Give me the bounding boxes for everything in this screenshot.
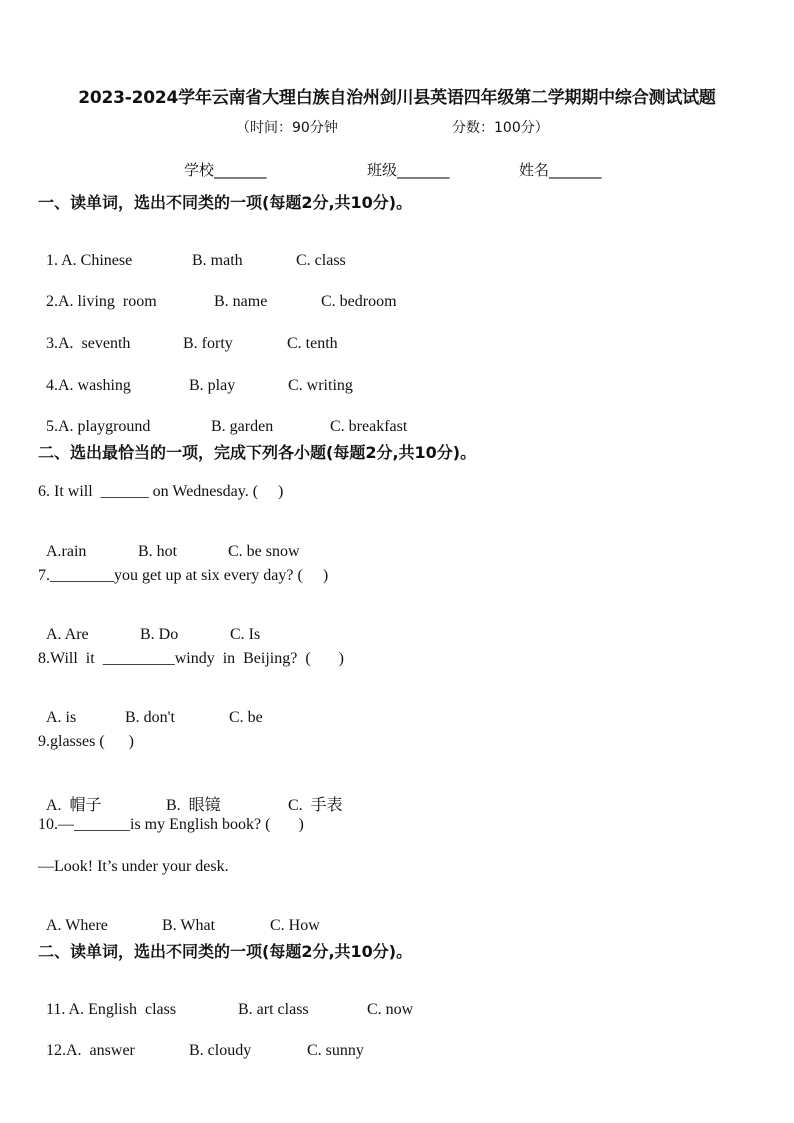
option-b[interactable]: B. don't [125,709,175,726]
option-c[interactable]: C. be snow [228,543,300,560]
exam-score: 分数：100分） [452,120,549,136]
option-c[interactable]: C. 手表 [288,797,343,814]
question-6-stem: 6. It will ______ on Wednesday. ( ) [38,483,284,500]
option-b: B. cloudy [189,1042,252,1059]
option-b[interactable]: B. What [162,917,216,934]
option-c: C. tenth [287,335,338,352]
option-b: B. garden [211,418,274,435]
question-5 [38,400,407,436]
question-8-options [38,691,263,727]
question-9-options [38,774,343,815]
question-3 [38,317,338,353]
question-12 [38,1024,364,1060]
option-b[interactable]: B. 眼镜 [166,797,221,814]
option-a[interactable]: A. Where [46,917,108,934]
option-a: 3.A. seventh [46,335,131,352]
question-10-options [38,899,320,935]
option-a[interactable]: A. 帽子 [46,797,102,814]
option-c: C. bedroom [321,293,397,310]
page-title: 2023-2024学年云南省大理白族自治州剑川县英语四年级第二学期期中综合测试试题 [78,88,716,108]
option-c: C. now [367,1001,414,1018]
option-a: 5.A. playground [46,418,151,435]
question-11 [38,983,413,1019]
option-a: 4.A. washing [46,377,131,394]
section-heading-1: 一、读单词，选出不同类的一项(每题2分,共10分)。 [38,193,413,212]
question-1 [38,234,346,270]
school-field[interactable]: 学校_______ [184,161,267,179]
option-b[interactable]: B. Do [140,626,179,643]
option-c: C. sunny [307,1042,364,1059]
question-9-stem: 9.glasses ( ) [38,733,134,750]
option-a: 1. A. Chinese [46,252,133,269]
option-b: B. math [192,252,243,269]
option-b: B. forty [183,335,233,352]
option-a[interactable]: A.rain [46,543,87,560]
option-c[interactable]: C. How [270,917,320,934]
option-c: C. breakfast [330,418,408,435]
option-c: C. class [296,252,346,269]
option-a[interactable]: A. is [46,709,77,726]
exam-time: （时间：90分钟 [236,120,338,136]
question-4 [38,359,353,395]
option-b: B. art class [238,1001,309,1018]
class-field[interactable]: 班级_______ [367,161,450,179]
option-a[interactable]: A. Are [46,626,89,643]
question-7-options [38,608,260,644]
option-b: B. play [189,377,236,394]
name-field[interactable]: 姓名_______ [519,161,602,179]
option-a: 11. A. English class [46,1001,177,1018]
question-10-dialogue: —Look! It’s under your desk. [38,858,229,875]
option-a: 2.A. living room [46,293,157,310]
question-6-options [38,525,300,561]
question-10-stem: 10.—_______is my English book? ( ) [38,816,304,833]
option-c[interactable]: C. be [229,709,263,726]
section-heading-2: 二、选出最恰当的一项，完成下列各小题(每题2分,共10分)。 [38,443,477,462]
option-b[interactable]: B. hot [138,543,178,560]
option-c: C. writing [288,377,353,394]
question-7-stem: 7.________you get up at six every day? ( ) [38,567,329,584]
section-heading-3: 二、读单词，选出不同类的一项(每题2分,共10分)。 [38,942,413,961]
option-c[interactable]: C. Is [230,626,261,643]
option-a: 12.A. answer [46,1042,135,1059]
question-2 [38,275,397,311]
question-8-stem: 8.Will it _________windy in Beijing? ( ) [38,650,344,667]
option-b: B. name [214,293,268,310]
